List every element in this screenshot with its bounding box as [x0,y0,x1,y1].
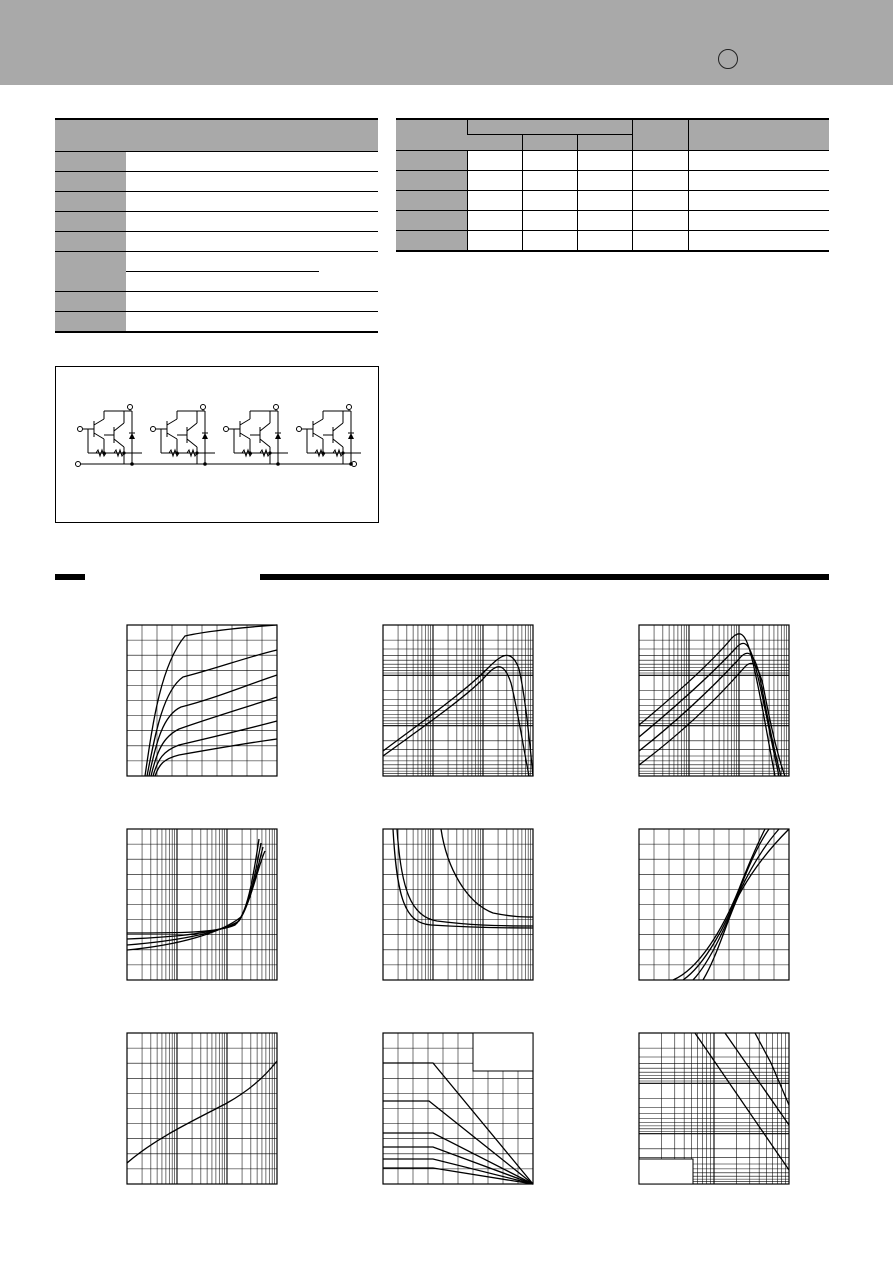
collector-terminal [128,405,133,410]
series-line [155,739,277,776]
diode [202,433,208,439]
header-band [0,0,893,85]
section-rule-long [260,574,829,580]
table-row [55,232,378,252]
characteristic-graph-5 [383,829,533,980]
characteristic-graph-9 [639,1033,789,1184]
legend-box [473,1033,533,1071]
series-line [127,847,263,945]
table-row [55,252,378,272]
transistor-emitter [240,433,250,439]
characteristic-graph-4 [127,829,277,980]
base-terminal [224,427,229,432]
series-line [147,650,277,776]
section-rule-short [55,574,85,580]
characteristic-graph-8 [383,1033,533,1184]
junction-dot [175,451,178,454]
series-line [397,829,533,926]
transistor-collector [167,419,177,425]
transistor-collector [313,419,323,425]
table-header-row [55,119,378,152]
junction-dot [203,462,207,466]
terminal [76,462,81,467]
junction-dot [341,451,344,454]
junction-dot [349,462,353,466]
junction-dot [130,462,134,466]
series-line [441,829,533,917]
absolute-ratings-table [55,118,378,333]
table-row [396,231,829,252]
table-row [55,312,378,333]
series-line [127,1061,277,1163]
circle-outline-icon [718,49,738,69]
table-row [396,171,829,191]
table-row [396,151,829,171]
junction-dot [248,451,251,454]
transistor-emitter [94,433,104,439]
junction-dot [195,451,198,454]
transistor-collector [333,423,343,431]
table-row [396,191,829,211]
diode [129,433,135,439]
transistor-emitter [313,433,323,439]
diode [348,433,354,439]
transistor-emitter [187,439,197,447]
characteristic-graph-6 [639,829,789,980]
junction-dot [321,451,324,454]
collector-terminal [274,405,279,410]
collector-terminal [201,405,206,410]
series-line [695,1033,789,1170]
series-line [383,655,533,776]
transistor-emitter [167,433,177,439]
transistor-collector [260,423,270,431]
base-terminal [78,427,83,432]
table-row [55,152,378,172]
base-terminal [151,427,156,432]
transistor-collector [94,419,104,425]
table-header-row [396,119,829,135]
table-row [55,212,378,232]
transistor-collector [114,423,124,431]
junction-dot [268,451,271,454]
junction-dot [122,451,125,454]
series-line [755,1033,789,1105]
series-line [725,1033,789,1125]
transistor-emitter [114,439,124,447]
equivalent-circuit-diagram-icon [56,367,378,522]
junction-dot [102,451,105,454]
characteristic-graph-1 [127,625,277,776]
transistor-emitter [260,439,270,447]
characteristic-graph-7 [127,1033,277,1184]
table-row [55,172,378,192]
equivalent-circuit-panel [55,366,379,523]
table-row [55,192,378,212]
collector-terminal [347,405,352,410]
characteristic-graph-3 [639,625,789,776]
series-line [127,843,261,939]
electrical-characteristics-table [396,118,829,252]
inset-region [639,1159,693,1184]
characteristic-graph-2 [383,625,533,776]
diode [275,433,281,439]
transistor-collector [240,419,250,425]
base-terminal [297,427,302,432]
table-row [55,292,378,312]
junction-dot [276,462,280,466]
transistor-collector [187,423,197,431]
transistor-emitter [333,439,343,447]
table-row [396,211,829,231]
